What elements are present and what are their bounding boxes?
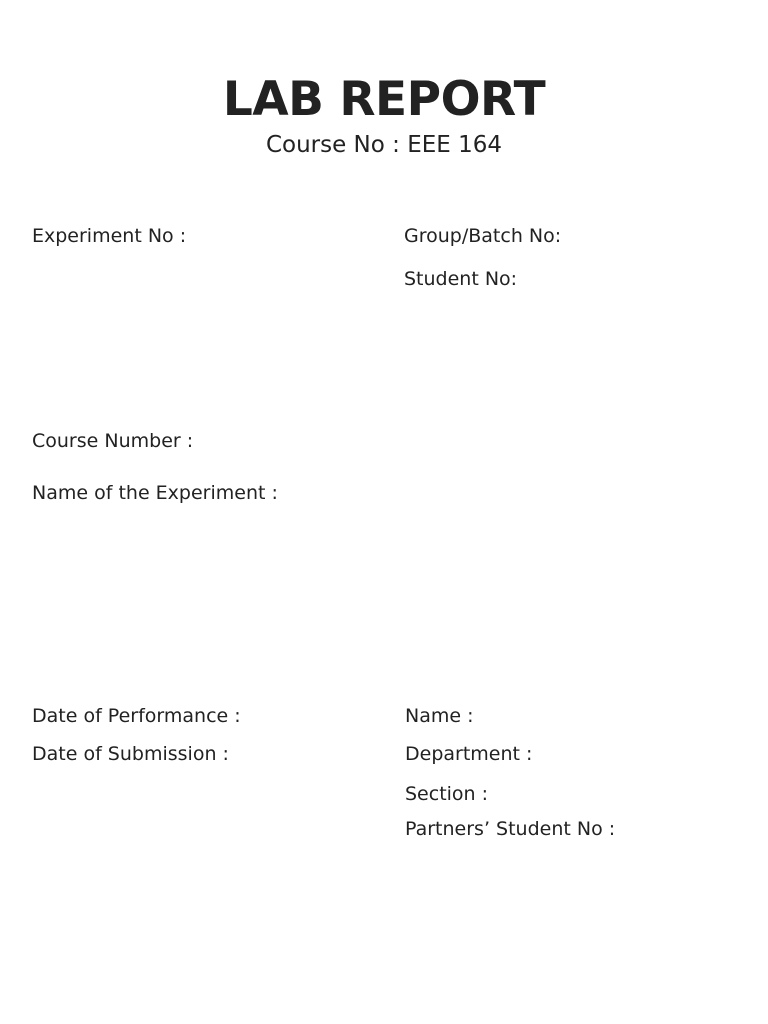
student-no-label: Student No: (404, 268, 518, 290)
experiment-name-label: Name of the Experiment : (32, 482, 278, 504)
course-number-label: Course Number : (32, 430, 194, 452)
name-label: Name : (405, 705, 474, 727)
department-label: Department : (405, 743, 533, 765)
course-subtitle: Course No : EEE 164 (265, 132, 503, 158)
date-of-submission-label: Date of Submission : (32, 743, 229, 765)
date-of-performance-label: Date of Performance : (32, 705, 241, 727)
experiment-no-label: Experiment No : (32, 225, 187, 247)
report-title: LAB REPORT (222, 72, 546, 127)
partners-student-no-label: Partners’ Student No : (405, 818, 616, 840)
section-label: Section : (405, 783, 489, 805)
group-batch-no-label: Group/Batch No: (404, 225, 562, 247)
